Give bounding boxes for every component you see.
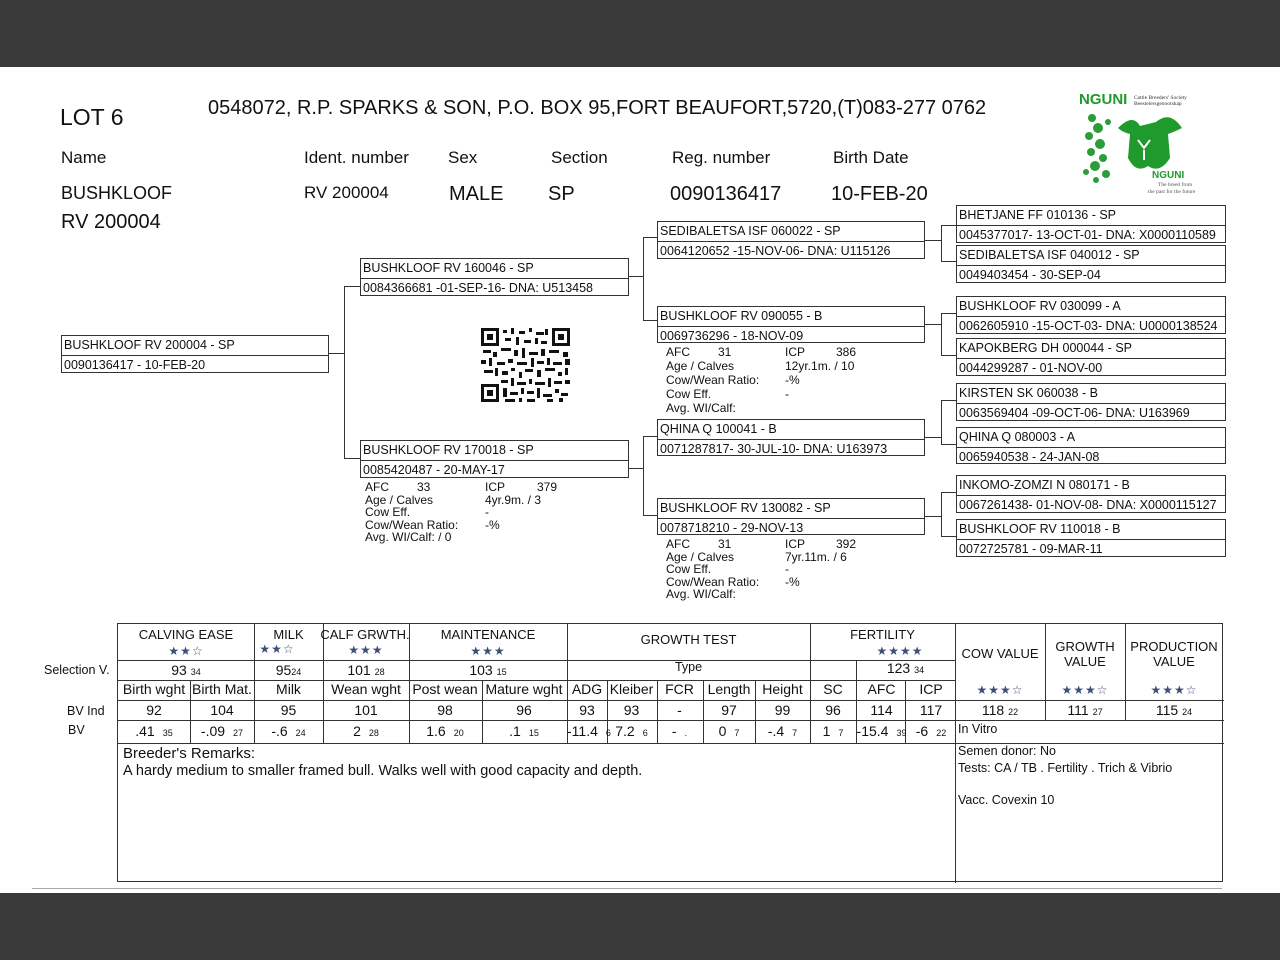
calf-growth-stars: ★★★ — [348, 643, 384, 657]
pedigree-sds: BUSHKLOOF RV 030099 - A 0062605910 -15-OCT-03- DNA: U0000138524 — [956, 296, 1226, 334]
ident-number: RV 200004 — [304, 183, 389, 202]
pedigree-sire-dam: BUSHKLOOF RV 090055 - B 0069736296 - 18-NOV-09 — [657, 306, 925, 343]
pedigree-animal: BUSHKLOOF RV 200004 - SP 0090136417 - 10-FEB-20 — [61, 335, 329, 373]
trait-label: Length — [707, 681, 751, 697]
trait-bv: 0 7 — [718, 723, 740, 739]
bottom-dark-band — [0, 893, 1280, 960]
milk-selection: 9524 — [275, 662, 302, 678]
trait-bv-ind: 96 — [825, 702, 841, 718]
growth-value-header-2: VALUE — [1064, 654, 1106, 669]
trait-bv-ind: 97 — [721, 702, 737, 718]
pedigree-dam-dam: BUSHKLOOF RV 130082 - SP 0078718210 - 29-NOV-13 — [657, 498, 925, 535]
trait-bv: -.4 7 — [767, 723, 798, 739]
maintenance-header: MAINTENANCE — [440, 627, 536, 642]
trait-bv-ind: - — [677, 702, 682, 718]
fertility-stars: ★★★★ — [876, 644, 924, 658]
trait-bv: .1 15 — [509, 723, 539, 739]
production-value-header-1: PRODUCTION — [1130, 639, 1218, 654]
dam-dam-stats: AFC 31 ICP 392 Age / Calves 7yr.11m. / 6 Cow Eff. - Cow/Wean Ratio: -% Avg. WI/Calf: — [666, 537, 857, 601]
calving-selection: 93 34 — [171, 662, 201, 678]
trait-bv-ind: 104 — [210, 702, 234, 718]
trait-bv-ind: 93 — [623, 702, 640, 718]
birth-label: Birth Date — [833, 148, 909, 167]
growth-type-label: Type — [674, 660, 703, 674]
milk-stars: ★★☆ — [259, 642, 295, 656]
growth-value-ind: 111 27 — [1067, 702, 1103, 718]
trait-bv-ind: 117 — [919, 702, 943, 718]
trait-label: ICP — [919, 681, 943, 697]
milk-header: MILK — [273, 627, 304, 642]
sex-value: MALE — [449, 183, 504, 205]
ident-label: Ident. number — [304, 148, 409, 167]
trait-label: Mature wght — [485, 681, 563, 697]
trait-label: Post wean — [412, 681, 478, 697]
trait-bv: 1 7 — [822, 723, 844, 739]
pedigree-dam-sire: QHINA Q 100041 - B 0071287817- 30-JUL-10- DNA: U163973 — [657, 419, 925, 456]
trait-bv: -.09 27 — [200, 723, 244, 739]
trait-label: SC — [823, 681, 843, 697]
pedigree-dss: KIRSTEN SK 060038 - B 0063569404 -09-OCT-06- DNA: U163969 — [956, 383, 1226, 421]
calving-ease-header: CALVING EASE — [138, 627, 234, 642]
trait-bv: 2 28 — [353, 723, 379, 739]
birth-date: 10-FEB-20 — [831, 183, 928, 205]
trait-bv: .41 35 — [135, 723, 173, 739]
pedigree-sire: BUSHKLOOF RV 160046 - SP 0084366681 -01-SEP-16- DNA: U513458 — [360, 258, 629, 296]
nguni-logo — [1078, 88, 1212, 196]
trait-bv-ind: 99 — [774, 702, 791, 718]
top-dark-band — [0, 0, 1280, 67]
trait-bv-ind: 96 — [516, 702, 532, 718]
trait-label: AFC — [867, 681, 896, 697]
pedigree-ssd: SEDIBALETSA ISF 040012 - SP 0049403454 - 30-SEP-04 — [956, 245, 1226, 283]
svg-text:The breed from: The breed from — [1158, 182, 1193, 188]
production-value-header-2: VALUE — [1153, 654, 1195, 669]
cow-value-header: COW VALUE — [961, 646, 1039, 661]
trait-bv: -6 22 — [915, 723, 947, 739]
logo-brand: NGUNI — [1079, 91, 1128, 108]
trait-bv-ind: 95 — [280, 702, 297, 718]
svg-text:Beestelersgenootskap: Beestelersgenootskap — [1134, 101, 1182, 107]
trait-bv-ind: 93 — [579, 702, 595, 718]
svg-text:the past for the future: the past for the future — [1148, 189, 1196, 195]
section-label: Section — [551, 148, 608, 167]
pedigree-dam: BUSHKLOOF RV 170018 - SP 0085420487 - 20-MAY-17 — [360, 440, 629, 478]
production-value-stars: ★★★☆ — [1150, 683, 1198, 697]
pedigree-sdd: KAPOKBERG DH 000044 - SP 0044299287 - 01-NOV-00 — [956, 338, 1226, 376]
maintenance-selection: 103 15 — [469, 662, 507, 678]
trait-bv: 1.6 20 — [426, 723, 464, 739]
production-value-ind: 115 24 — [1155, 702, 1193, 718]
remarks-title: Breeder's Remarks: — [123, 745, 256, 762]
trait-label: Height — [762, 681, 803, 697]
pedigree-dsd: QHINA Q 080003 - A 0065940538 - 24-JAN-08 — [956, 427, 1226, 464]
trait-label: Birth Mat. — [192, 681, 252, 697]
reg-number: 0090136417 — [670, 183, 782, 205]
trait-bv-ind: 92 — [146, 702, 162, 718]
name-label: Name — [61, 148, 107, 167]
pedigree-ddd: BUSHKLOOF RV 110018 - B 0072725781 - 09-MAR-11 — [956, 519, 1226, 557]
tests-info: Tests: CA / TB . Fertility . Trich & Vibrio — [958, 761, 1173, 775]
trait-bv: -11.4 6 — [567, 723, 611, 739]
breeder-info: 0548072, R.P. SPARKS & SON, P.O. BOX 95,FORT BEAUFORT,5720,(T)083-277 0762 — [208, 97, 987, 119]
selection-label: Selection V. — [44, 663, 110, 677]
trait-bv: -15.4 39 — [856, 723, 907, 739]
animal-name: BUSHKLOOF — [61, 183, 173, 203]
calf-growth-header: CALF GRWTH. — [320, 627, 410, 642]
growth-test-header: GROWTH TEST — [640, 632, 737, 647]
remarks-text: A hardy medium to smaller framed bull. Walks well with good capacity and depth. — [123, 763, 643, 779]
maintenance-stars: ★★★ — [470, 644, 506, 658]
bv-label: BV — [68, 723, 85, 737]
trait-bv-ind: 101 — [354, 702, 378, 718]
fertility-selection: 123 34 — [886, 660, 925, 676]
logo-badge: NGUNI — [1152, 170, 1185, 181]
vaccination-info: Vacc. Covexin 10 — [958, 793, 1055, 807]
pedigree-sss: BHETJANE FF 010136 - SP 0045377017- 13-OCT-01- DNA: X0000110589 — [956, 205, 1226, 243]
cow-value-ind: 118 22 — [981, 702, 1019, 718]
lot-number: LOT 6 — [60, 104, 124, 130]
trait-label: Wean wght — [331, 681, 401, 697]
in-vitro: In Vitro — [958, 722, 998, 736]
svg-text:Cattle Breeders' Society: Cattle Breeders' Society — [1134, 95, 1187, 101]
trait-label: Kleiber — [609, 681, 654, 697]
calving-ease-stars: ★★☆ — [168, 644, 204, 658]
pedigree-sire-sire: SEDIBALETSA ISF 060022 - SP 0064120652 -15-NOV-06- DNA: U115126 — [657, 221, 925, 259]
section-value: SP — [548, 183, 575, 205]
semen-donor: Semen donor: No — [958, 744, 1056, 758]
trait-label: FCR — [665, 681, 694, 697]
reg-label: Reg. number — [672, 148, 771, 167]
bv-ind-label: BV Ind — [67, 704, 105, 718]
trait-bv: 7.2 6 — [615, 723, 648, 739]
sire-dam-stats: AFC 31 ICP 386 Age / Calves 12yr.1m. / 10 Cow/Wean Ratio: -% Cow Eff. - Avg. WI/Calf: — [666, 345, 857, 415]
calf-growth-selection: 101 28 — [347, 662, 385, 678]
sex-label: Sex — [448, 148, 478, 167]
footer-rule — [32, 888, 1222, 889]
cow-value-stars: ★★★☆ — [976, 683, 1024, 697]
trait-label: ADG — [571, 681, 603, 697]
qr-code — [481, 328, 570, 402]
pedigree-dds: INKOMO-ZOMZI N 080171 - B 0067261438- 01-NOV-08- DNA: X0000115127 — [956, 475, 1226, 513]
growth-value-stars: ★★★☆ — [1061, 683, 1109, 697]
trait-bv: - . — [671, 723, 688, 739]
growth-value-header-1: GROWTH — [1055, 639, 1115, 654]
trait-bv: -.6 24 — [271, 723, 306, 739]
animal-ident: RV 200004 — [61, 211, 161, 233]
dam-stats: AFC 33 ICP 379 Age / Calves 4yr.9m. / 3 Cow Eff. - Cow/Wean Ratio: -% Avg. WI/Calf: / 0 — [365, 480, 558, 544]
trait-label: Birth wght — [122, 681, 186, 697]
trait-label: Milk — [276, 681, 301, 697]
trait-bv-ind: 98 — [437, 702, 453, 718]
fertility-header: FERTILITY — [850, 627, 915, 642]
trait-bv-ind: 114 — [870, 702, 893, 718]
